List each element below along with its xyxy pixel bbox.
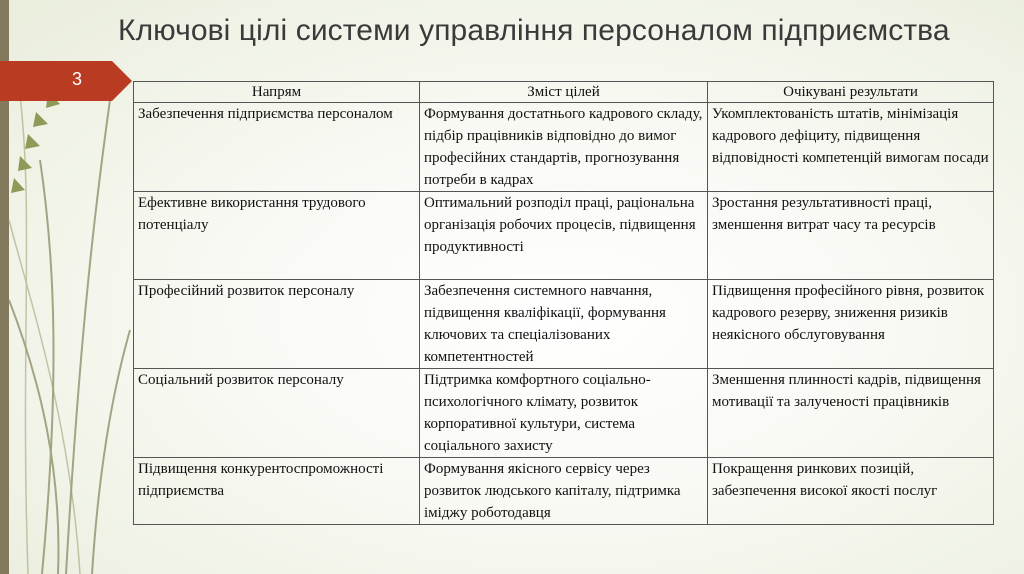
cell-goal-content: Формування достатнього кадрового складу, підбір працівників відповідно до вимог професійних стандартів, прогнозування потреби в кадрах <box>420 103 708 192</box>
cell-goal-content: Оптимальний розподіл праці, раціональна організація робочих процесів, підвищення продуктивності <box>420 192 708 280</box>
cell-direction: Професійний розвиток персоналу <box>134 280 420 369</box>
table-row <box>134 280 994 369</box>
cell-expected-results: Покращення ринкових позицій, забезпечення високої якості послуг <box>708 458 994 525</box>
table-row <box>134 369 994 458</box>
cell-expected-results: Зростання результативності праці, зменшення витрат часу та ресурсів <box>708 192 994 280</box>
cell-expected-results: Зменшення плинності кадрів, підвищення мотивації та залученості працівників <box>708 369 994 458</box>
table-row <box>134 103 994 192</box>
cell-goal-content: Формування якісного сервісу через розвиток людського капіталу, підтримка іміджу роботодавця <box>420 458 708 525</box>
cell-direction: Соціальний розвиток персоналу <box>134 369 420 458</box>
table-row <box>134 458 994 525</box>
cell-goal-content: Забезпечення системного навчання, підвищення кваліфікації, формування ключових та спеціалізованих компетентностей <box>420 280 708 369</box>
slide-number: 3 <box>72 69 83 89</box>
header-direction: Напрям <box>134 82 420 103</box>
table-row <box>134 192 994 280</box>
header-expected-results: Очікувані результати <box>708 82 994 103</box>
table-header-row <box>134 82 994 103</box>
goals-table <box>133 81 994 525</box>
cell-expected-results: Підвищення професійного рівня, розвиток кадрового резерву, зниження ризиків неякісного обслуговування <box>708 280 994 369</box>
cell-direction: Ефективне використання трудового потенціалу <box>134 192 420 280</box>
header-goal-content: Зміст цілей <box>420 82 708 103</box>
cell-goal-content: Підтримка комфортного соціально-психологічного клімату, розвиток корпоративної культури, система соціального захисту <box>420 369 708 458</box>
cell-expected-results: Укомплектованість штатів, мінімізація кадрового дефіциту, підвищення відповідності компетенцій вимогам посади <box>708 103 994 192</box>
cell-direction: Підвищення конкурентоспроможності підприємства <box>134 458 420 525</box>
slide-title: Ключові цілі системи управління персоналом підприємства <box>118 14 950 47</box>
cell-direction: Забезпечення підприємства персоналом <box>134 103 420 192</box>
slide-number-badge <box>0 61 132 101</box>
